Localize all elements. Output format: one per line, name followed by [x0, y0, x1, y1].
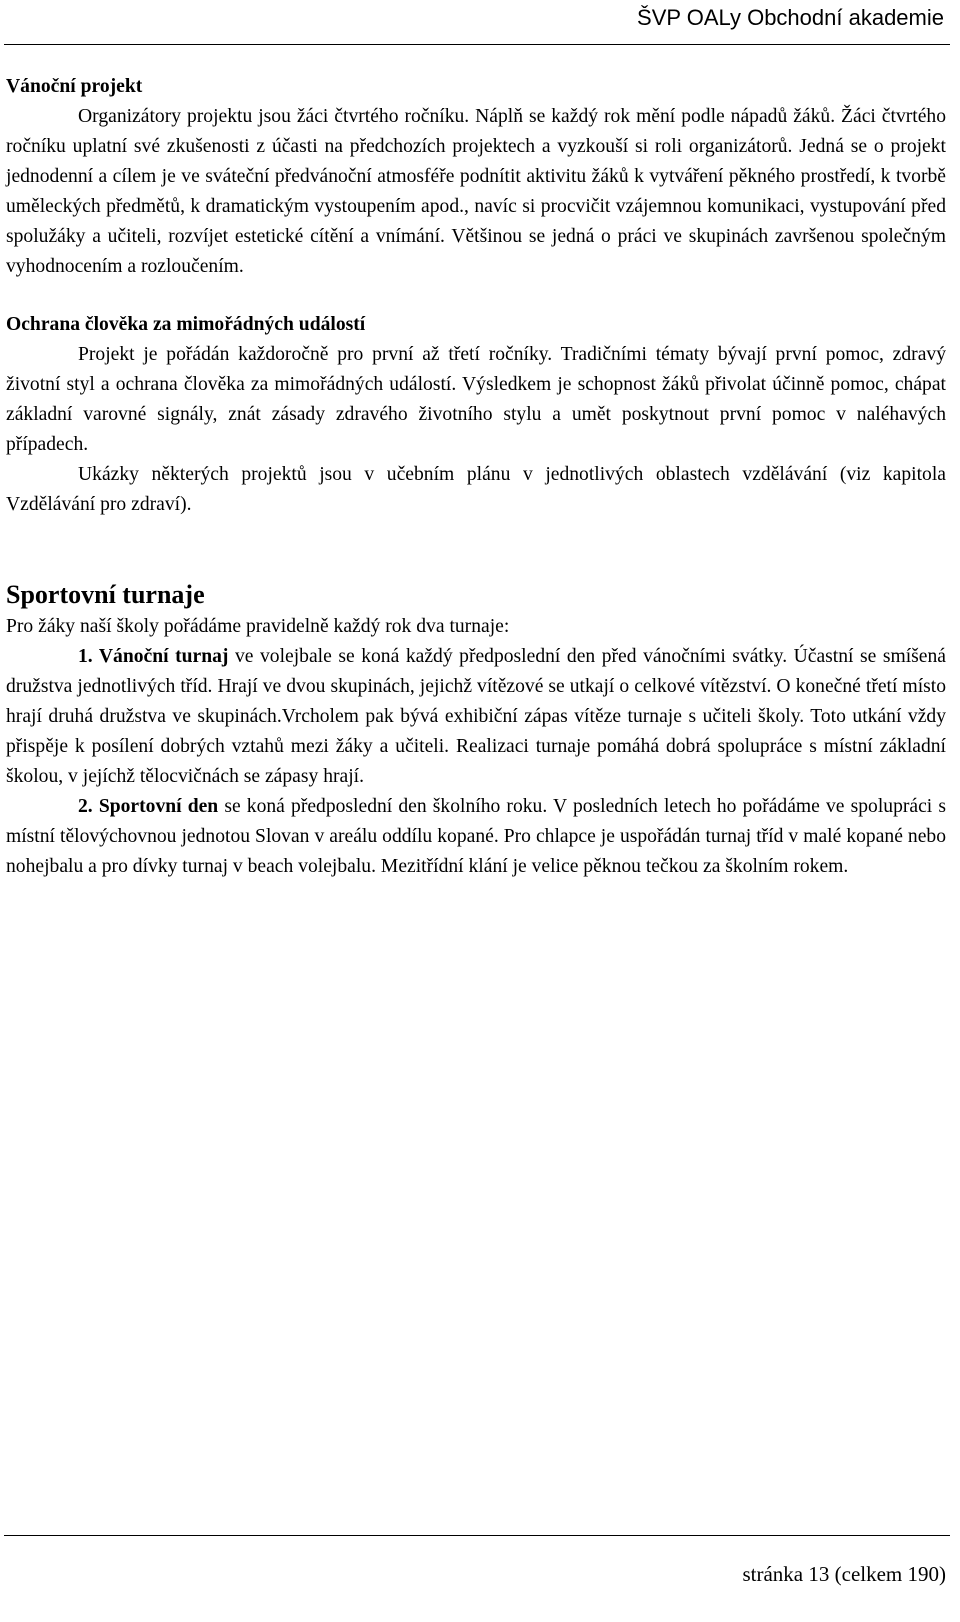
- paragraph-ochrana-2: Ukázky některých projektů jsou v učebním plánu v jednotlivých oblastech vzdělávání (viz kapitola Vzdělávání pro zdraví).: [6, 464, 946, 515]
- item-text-sportovni-den: se koná předposlední den školního roku. V posledních letech ho pořádáme ve spolupráci s místní tělovýchovnou jednotou Slovan v areálu oddílu kopané. Pro chlapce je uspořádán turnaj tříd v malé kopané nebo nohejbalu a pro dívky turnaj v beach volejbalu. Mezitřídní klání je velice pěknou tečkou za školním rokem.: [6, 796, 946, 877]
- header-divider: [4, 44, 950, 45]
- item-text-vanocni-turnaj: ve volejbale se koná každý předposlední den před vánočními svátky. Účastní se smíšená družstva jednotlivých tříd. Hrají ve dvou skupinách, jejichž vítězové se utkají o celkové vítězství. O konečné třetí místo hrají druhá družstva ve skupinách.Vrcholem pak bývá exhibiční zápas vítěze turnaje s učiteli školy. Toto utkání vždy přispěje k posílení dobrých vztahů mezi žáky a učiteli. Realizaci turnaje pomáhá dobrá spolupráce s místní základní školou, v jejíchž tělocvičnách se zápasy hrají.: [6, 646, 946, 787]
- item-label-vanocni-turnaj: 1. Vánoční turnaj: [78, 646, 229, 667]
- document-body: [6, 72, 946, 882]
- spacer: [6, 282, 946, 310]
- paragraph-ochrana-1: Projekt je pořádán každoročně pro první až třetí ročníky. Tradičními tématy bývají první pomoc, zdravý životní styl a ochrana člověka za mimořádných událostí. Výsledkem je schopnost žáků přivolat účinně pomoc, chápat základní varovné signály, znát zásady zdravého životního stylu a umět poskytnout první pomoc v naléhavých případech.: [6, 344, 946, 455]
- section-heading-sportovni-turnaje: Sportovní turnaje: [6, 580, 205, 609]
- section-heading-ochrana: Ochrana člověka za mimořádných událostí: [6, 314, 366, 335]
- footer-divider: [4, 1535, 950, 1536]
- item-label-sportovni-den: 2. Sportovní den: [78, 796, 219, 817]
- paragraph-vanocni-projekt: Organizátory projektu jsou žáci čtvrtého ročníku. Náplň se každý rok mění podle nápadů žáků. Žáci čtvrtého ročníku uplatní své zkušenosti z účasti na předchozích projektech a vyzkouší si roli organizátorů. Jedná se o projekt jednodenní a cílem je ve sváteční předvánoční atmosféře podnítit aktivitu žáků k vytváření pěkného prostředí, k tvorbě uměleckých předmětů, k dramatickým vystoupením apod., navíc si procvičit vzájemnou komunikaci, vystupování před spolužáky a učiteli, rozvíjet estetické cítění a vnímání. Většinou se jedná o práci ve skupinách završenou společným vyhodnocením a rozloučením.: [6, 106, 946, 277]
- paragraph-vanocni-turnaj: [6, 642, 946, 792]
- paragraph-sport-intro: Pro žáky naší školy pořádáme pravidelně každý rok dva turnaje:: [6, 616, 510, 637]
- page-number: stránka 13 (celkem 190): [742, 1562, 946, 1586]
- spacer: [6, 520, 946, 578]
- paragraph-sportovni-den: [6, 792, 946, 882]
- section-heading-vanocni-projekt: Vánoční projekt: [6, 76, 143, 97]
- document-header-title: ŠVP OALy Obchodní akademie: [637, 5, 944, 30]
